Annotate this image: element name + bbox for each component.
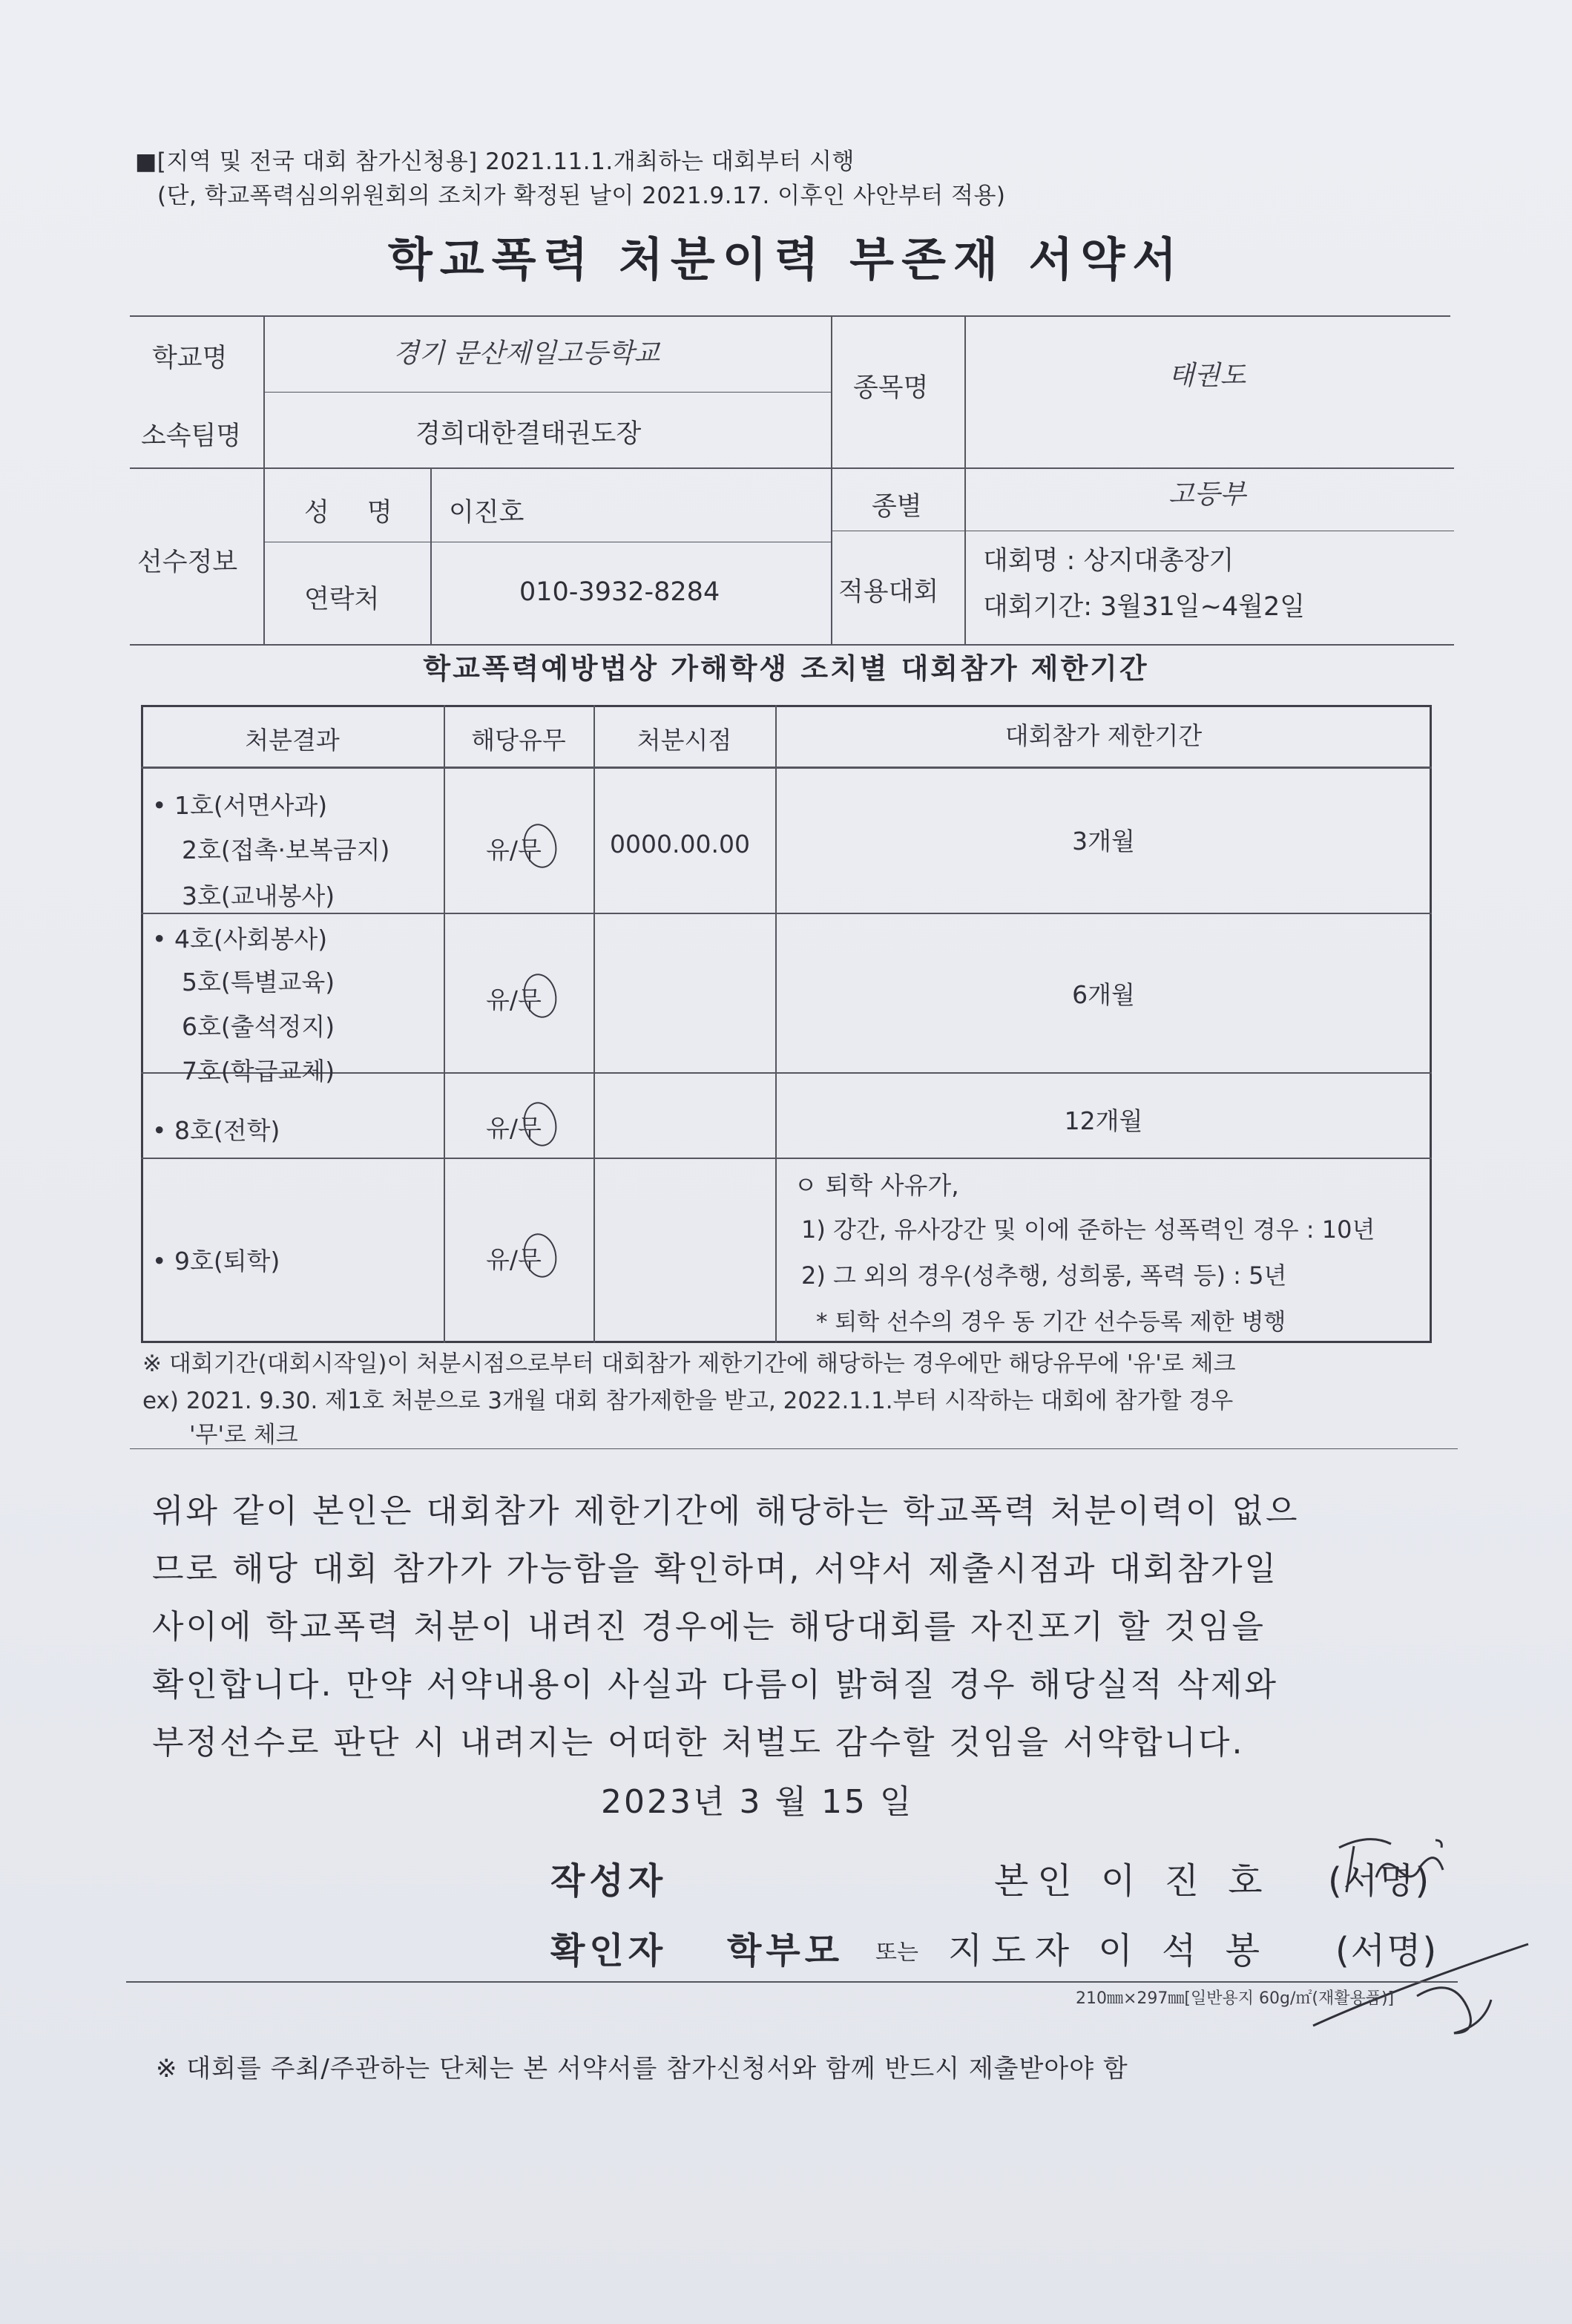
school-value: 경기 문산제일고등학교	[393, 338, 660, 369]
table-row-item: • 1호(서면사과)	[152, 791, 328, 820]
scope-note-detail: (단, 학교폭력심의위원회의 조치가 확정된 날이 2021.9.17. 이후인 사안부터 적용)	[157, 183, 1006, 209]
name-value: 이진호	[449, 498, 524, 528]
category-label: 종별	[872, 492, 922, 522]
sport-label: 종목명	[853, 373, 929, 403]
table-footnote: ※ 대회기간(대회시작일)이 처분시점으로부터 대회참가 제한기간에 해당하는 경우에만 해당유무에 '유'로 체크	[142, 1350, 1236, 1377]
guardian-name: 지도자 이 석 봉	[948, 1930, 1269, 1972]
col-header-date: 처분시점	[637, 726, 732, 755]
pledge-line: 므로 해당 대회 참가가 가능함을 확인하며, 서약서 제출시점과 대회참가일	[152, 1550, 1278, 1588]
event-period: 대회기간: 3월31일~4월2일	[983, 592, 1306, 622]
author-sign-field: (서명)	[1328, 1860, 1431, 1902]
or-label: 또는	[875, 1940, 918, 1966]
team-value: 경희대한결태권도장	[415, 419, 642, 449]
phone-value: 010-3932-8284	[519, 577, 720, 607]
pledge-date: 2023년 3 월 15 일	[601, 1783, 914, 1821]
table-row-item: • 9호(퇴학)	[152, 1247, 280, 1276]
expulsion-note: 2) 그 외의 경우(성추행, 성희롱, 폭력 등) : 5년	[801, 1261, 1287, 1290]
paper-spec: 210㎜×297㎜[일반용지 60g/㎡(재활용품)]	[1076, 1989, 1395, 2008]
info-row-divider	[263, 392, 831, 393]
col-header-applicable: 해당유무	[471, 726, 566, 755]
col-header-result: 처분결과	[245, 726, 340, 755]
name-label: 성 명	[304, 498, 407, 528]
table-row-item: 5호(특별교육)	[182, 968, 335, 997]
restriction-period: 3개월	[1072, 827, 1135, 856]
info-col-divider	[430, 467, 432, 644]
info-col-divider	[831, 315, 832, 644]
parent-label: 학부모	[727, 1930, 844, 1972]
pledge-line: 위와 같이 본인은 대회참가 제한기간에 해당하는 학교폭력 처분이력이 없으	[152, 1492, 1300, 1530]
table-row-item: • 8호(전학)	[152, 1116, 280, 1145]
info-mid-border	[130, 467, 1454, 469]
table-footnote-example: ex) 2021. 9.30. 제1호 처분으로 3개월 대회 참가제한을 받고, 2022.1.1.부터 시작하는 대회에 참가할 경우	[142, 1388, 1234, 1414]
table-row-divider	[141, 913, 1432, 914]
expulsion-note: 1) 강간, 유사강간 및 이에 준하는 성폭력인 경우 : 10년	[801, 1215, 1375, 1244]
pledge-line: 사이에 학교폭력 처분이 내려진 경우에는 해당대회를 자진포기 할 것임을	[152, 1608, 1266, 1646]
event-name: 대회명 : 상지대총장기	[983, 546, 1234, 576]
author-name: 본인 이 진 호	[994, 1860, 1272, 1902]
table-footnote-example: '무'로 체크	[189, 1422, 298, 1448]
applicable-mark: 유/무	[486, 985, 542, 1014]
team-label: 소속팀명	[141, 421, 242, 451]
school-label: 학교명	[152, 344, 228, 373]
expulsion-note: ㅇ 퇴학 사유가,	[794, 1171, 959, 1200]
applicable-mark: 유/무	[486, 1245, 542, 1274]
info-col-divider	[964, 315, 966, 644]
table-row-item: 6호(출석정지)	[182, 1012, 335, 1041]
signature-divider	[126, 1981, 1458, 1983]
table-row-item: 7호(학급교체)	[182, 1057, 335, 1086]
event-label: 적용대회	[838, 577, 939, 607]
applicable-mark: 유/무	[486, 836, 542, 864]
confirmer-sign-field: (서명)	[1335, 1930, 1438, 1972]
restriction-subtitle: 학교폭력예방법상 가해학생 조치별 대회참가 제한기간	[423, 652, 1149, 685]
table-row-divider	[141, 1158, 1432, 1159]
table-header-divider	[141, 767, 1432, 769]
section-divider	[130, 1448, 1458, 1449]
confirmer-handwritten-signature	[1306, 1929, 1543, 2041]
submission-notice: ※ 대회를 주최/주관하는 단체는 본 서약서를 참가신청서와 함께 반드시 제출받아야 함	[156, 2054, 1128, 2084]
scope-note: ■[지역 및 전국 대회 참가신청용] 2021.11.1.개최하는 대회부터 시행	[135, 148, 855, 175]
author-label: 작성자	[550, 1860, 668, 1902]
table-row-item: 3호(교내봉사)	[182, 882, 335, 910]
player-info-label: 선수정보	[137, 548, 238, 577]
table-row-item: 2호(접촉·보복금지)	[182, 836, 390, 864]
expulsion-note: * 퇴학 선수의 경우 동 기간 선수등록 제한 병행	[816, 1309, 1286, 1336]
sport-value: 태권도	[1168, 361, 1246, 391]
author-handwritten-signature	[1324, 1825, 1458, 1907]
confirmer-label: 확인자	[550, 1930, 668, 1972]
category-value: 고등부	[1168, 479, 1246, 510]
info-col-divider	[263, 315, 265, 644]
table-col-divider	[593, 705, 595, 1343]
col-header-period: 대회참가 제한기간	[1004, 721, 1203, 750]
table-col-divider	[775, 705, 777, 1343]
document-title: 학교폭력 처분이력 부존재 서약서	[387, 232, 1185, 286]
pledge-line: 확인합니다. 만약 서약내용이 사실과 다름이 밝혀질 경우 해당실적 삭제와	[152, 1666, 1278, 1704]
phone-label: 연락처	[304, 585, 380, 614]
restriction-period: 6개월	[1072, 980, 1135, 1009]
disposition-date: 0000.00.00	[610, 830, 750, 859]
pledge-line: 부정선수로 판단 시 내려지는 어떠한 처벌도 감수할 것임을 서약합니다.	[152, 1724, 1245, 1762]
table-col-divider	[444, 705, 445, 1343]
restriction-period: 12개월	[1064, 1106, 1143, 1135]
applicable-mark: 유/무	[486, 1114, 542, 1143]
info-top-border	[130, 315, 1450, 317]
table-row-item: • 4호(사회봉사)	[152, 925, 328, 953]
